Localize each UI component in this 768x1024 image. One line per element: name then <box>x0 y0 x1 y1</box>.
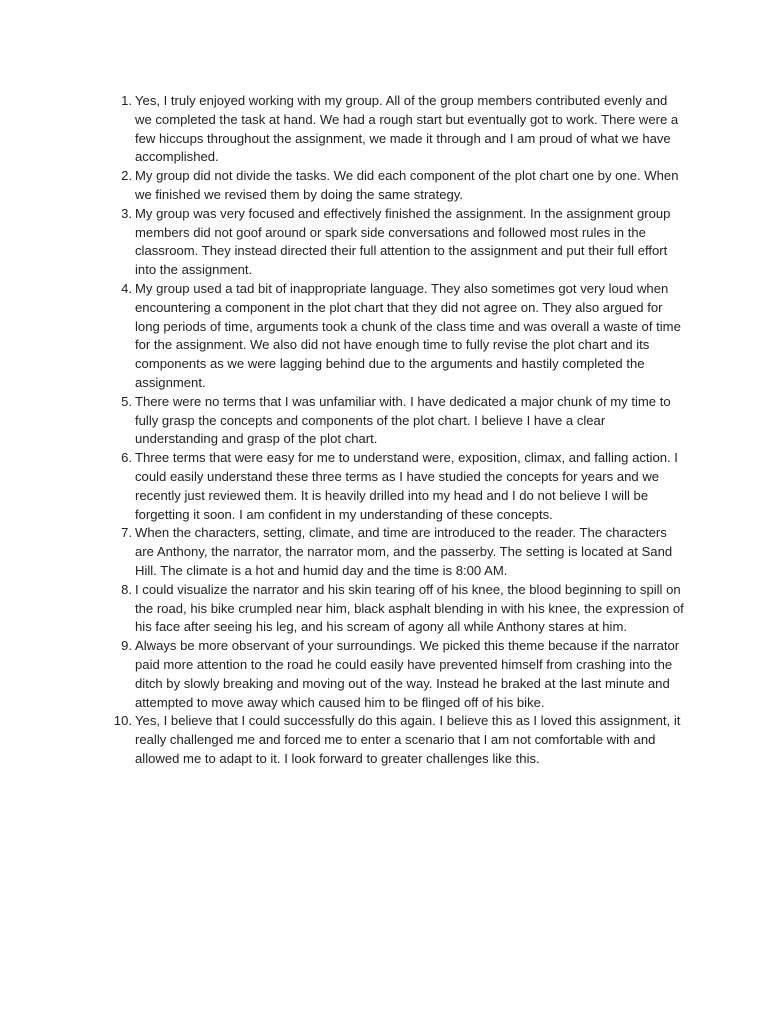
list-item <box>110 92 684 167</box>
item-text: My group did not divide the tasks. We did each component of the plot chart one by one. When we finished we revised them by doing the same strategy. <box>135 168 679 202</box>
list-item <box>110 205 684 280</box>
item-number: 9. <box>121 638 132 654</box>
item-number: 1. <box>121 93 132 108</box>
item-text: My group used a tad bit of inappropriate language. They also sometimes got very loud when encountering a component in the plot chart that they did not agree on. They also argued for long periods of time, arguments took a chunk of the class time and was overall a waste of time for the assignment. We also did not have enough time to fully revise the plot chart and its components as we were lagging behind due to the arguments and hastily completed the assignment. <box>135 280 681 390</box>
list-item <box>110 167 684 205</box>
list-item <box>110 637 684 712</box>
list-item <box>110 449 684 524</box>
item-text: My group was very focused and effectively finished the assignment. In the assignment group members did not goof around or spark side conversations and followed most rules in the classroom. They instead directed their full attention to the assignment and put their full effort into the assignment. <box>135 205 671 278</box>
list-item <box>110 712 684 768</box>
item-number: 8. <box>121 581 132 597</box>
item-text: Three terms that were easy for me to understand were, exposition, climax, and falling action. I could easily understand these three terms as I have studied the concepts for years and we recently just reviewed them. It is heavily drilled into my head and I do not believe I will be forgetting it soon. I am confident in my understanding of these concepts. <box>135 450 678 522</box>
item-number: 6. <box>121 450 132 466</box>
item-number: 2. <box>121 168 132 184</box>
answer-list <box>110 92 684 769</box>
item-text: Yes, I believe that I could successfully do this again. I believe this as I loved this assignment, it really challenged me and forced me to enter a scenario that I am not comfortable with and allowed me to adapt to it. I look forward to greater challenges like this. <box>135 713 681 766</box>
list-item <box>110 280 684 393</box>
list-item <box>110 581 684 637</box>
item-text: When the characters, setting, climate, and time are introduced to the reader. The characters are Anthony, the narrator, the narrator mom, and the passerby. The setting is located at Sand Hill. The climate is a hot and humid day and the time is 8:00 AM. <box>135 525 673 578</box>
item-text: Always be more observant of your surroundings. We picked this theme because if the narrator paid more attention to the road he could easily have prevented himself from crashing into the ditch by slowly breaking and moving out of the way. Instead he braked at the last minute and attempted to move away which caused him to be flinged off of his bike. <box>135 638 680 710</box>
item-text: Yes, I truly enjoyed working with my group. All of the group members contributed evenly and we completed the task at hand. We had a rough start but eventually got to work. There were a few hiccups throughout the assignment, we made it through and I am proud of what we have accomplished. <box>135 93 679 165</box>
item-text: I could visualize the narrator and his skin tearing off of his knee, the blood beginning to spill on the road, his bike crumpled near him, black asphalt blending in with his knee, the expression of his face after seeing his leg, and his scream of agony all while Anthony stares at him. <box>135 581 684 635</box>
list-item <box>110 393 684 449</box>
item-text: There were no terms that I was unfamiliar with. I have dedicated a major chunk of my time to fully grasp the concepts and components of the plot chart. I believe I have a clear understanding and grasp of the plot chart. <box>135 393 671 447</box>
item-number: 4. <box>121 280 132 296</box>
item-number: 3. <box>121 205 132 221</box>
item-number: 5. <box>121 393 132 409</box>
list-item <box>110 524 684 580</box>
item-number: 10. <box>113 713 132 729</box>
item-number: 7. <box>121 525 132 541</box>
